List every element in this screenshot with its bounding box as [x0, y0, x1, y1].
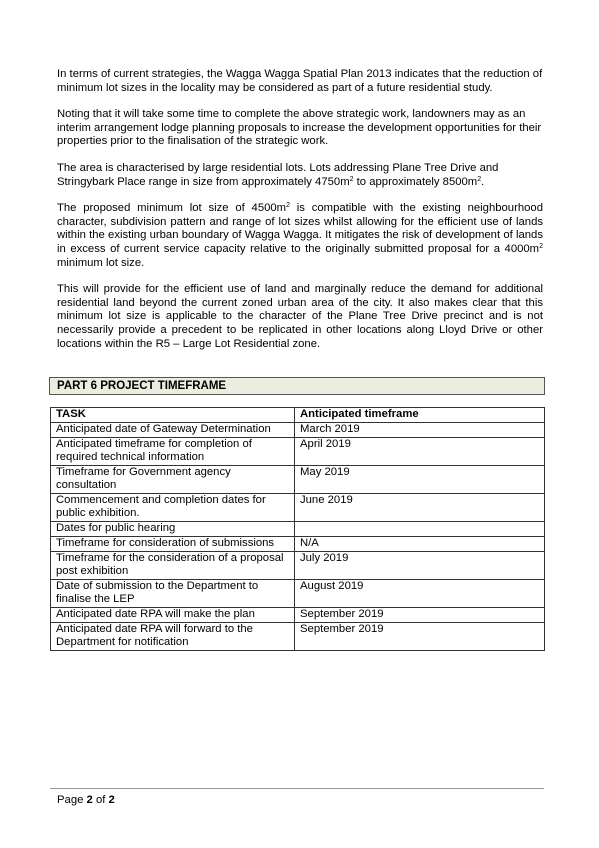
document-body	[57, 68, 543, 364]
task-cell: Anticipated date of Gateway Determination	[51, 423, 295, 438]
table-header-row	[51, 408, 545, 423]
paragraph-strategies: In terms of current strategies, the Wagga Wagga Spatial Plan 2013 indicates that the reduction of minimum lot sizes in the locality may be considered as part of a future residential study.	[57, 68, 543, 94]
timeframe-cell: August 2019	[295, 580, 545, 608]
task-cell: Commencement and completion dates for public exhibition.	[51, 494, 295, 522]
task-cell: Timeframe for the consideration of a proposal post exhibition	[51, 552, 295, 580]
paragraph-area-character: The area is characterised by large residential lots. Lots addressing Plane Tree Drive and Stringybark Place range in size from approximately $4750m^2$ to approximately $8500m^2$.	[57, 161, 499, 188]
task-cell: Dates for public hearing	[51, 522, 295, 537]
timeframe-cell: April 2019	[295, 438, 545, 466]
table-row	[51, 466, 545, 494]
project-timeframe-table	[50, 407, 545, 651]
timeframe-cell: July 2019	[295, 552, 545, 580]
paragraph-interim-arrangement: Noting that it will take some time to complete the above strategic work, landowners may as an interim arrangement lodge planning proposals to increase the development opportunities for their properties prior to the finalisation of the strategic work.	[57, 108, 542, 148]
table-row	[51, 552, 545, 580]
task-cell: Timeframe for Government agency consultation	[51, 466, 295, 494]
current-page-number: 2	[86, 794, 93, 806]
table-row	[51, 494, 545, 522]
timeframe-cell: September 2019	[295, 623, 545, 651]
task-cell: Anticipated timeframe for completion of required technical information	[51, 438, 295, 466]
table-row	[51, 623, 545, 651]
timeframe-cell	[295, 522, 545, 537]
timeframe-cell: N/A	[295, 537, 545, 552]
paragraph-minimum-lot-size: The proposed minimum lot size of $4500m^2$ is compatible with the existing neighbourhood character, subdivision pattern and range of lot sizes whilst allowing for the efficient use of lands within the existing urban boundary of Wagga Wagga. It mitigates the risk of development of lands in excess of current service capacity relative to the originally submitted proposal for a $4000m^2$ minimum lot size.	[57, 202, 543, 269]
section-heading-project-timeframe: PART 6 PROJECT TIMEFRAME	[49, 377, 545, 395]
table-row	[51, 608, 545, 623]
table-row	[51, 522, 545, 537]
table-row	[51, 438, 545, 466]
table-row	[51, 423, 545, 438]
paragraph-efficient-land-use: This will provide for the efficient use of land and marginally reduce the demand for additional residential land beyond the current zoned urban area of the city. It also makes clear that this minimum lot size is applicable to the character of the Plane Tree Drive precinct and is not necessarily provide a precedent to be replicated in other locations along Lloyd Drive or other locations within the R5 – Large Lot Residential zone.	[57, 283, 543, 350]
table-row	[51, 537, 545, 552]
task-cell: Date of submission to the Department to finalise the LEP	[51, 580, 295, 608]
total-page-number: 2	[108, 794, 115, 806]
timeframe-cell: June 2019	[295, 494, 545, 522]
page-footer: Page 2 of 2	[57, 794, 115, 806]
column-header-timeframe: Anticipated timeframe	[295, 408, 545, 423]
table-row	[51, 580, 545, 608]
column-header-task: TASK	[51, 408, 295, 423]
timeframe-cell: September 2019	[295, 608, 545, 623]
timeframe-cell: May 2019	[295, 466, 545, 494]
footer-divider	[50, 788, 544, 789]
timeframe-cell: March 2019	[295, 423, 545, 438]
task-cell: Anticipated date RPA will forward to the Department for notification	[51, 623, 295, 651]
task-cell: Timeframe for consideration of submissions	[51, 537, 295, 552]
task-cell: Anticipated date RPA will make the plan	[51, 608, 295, 623]
